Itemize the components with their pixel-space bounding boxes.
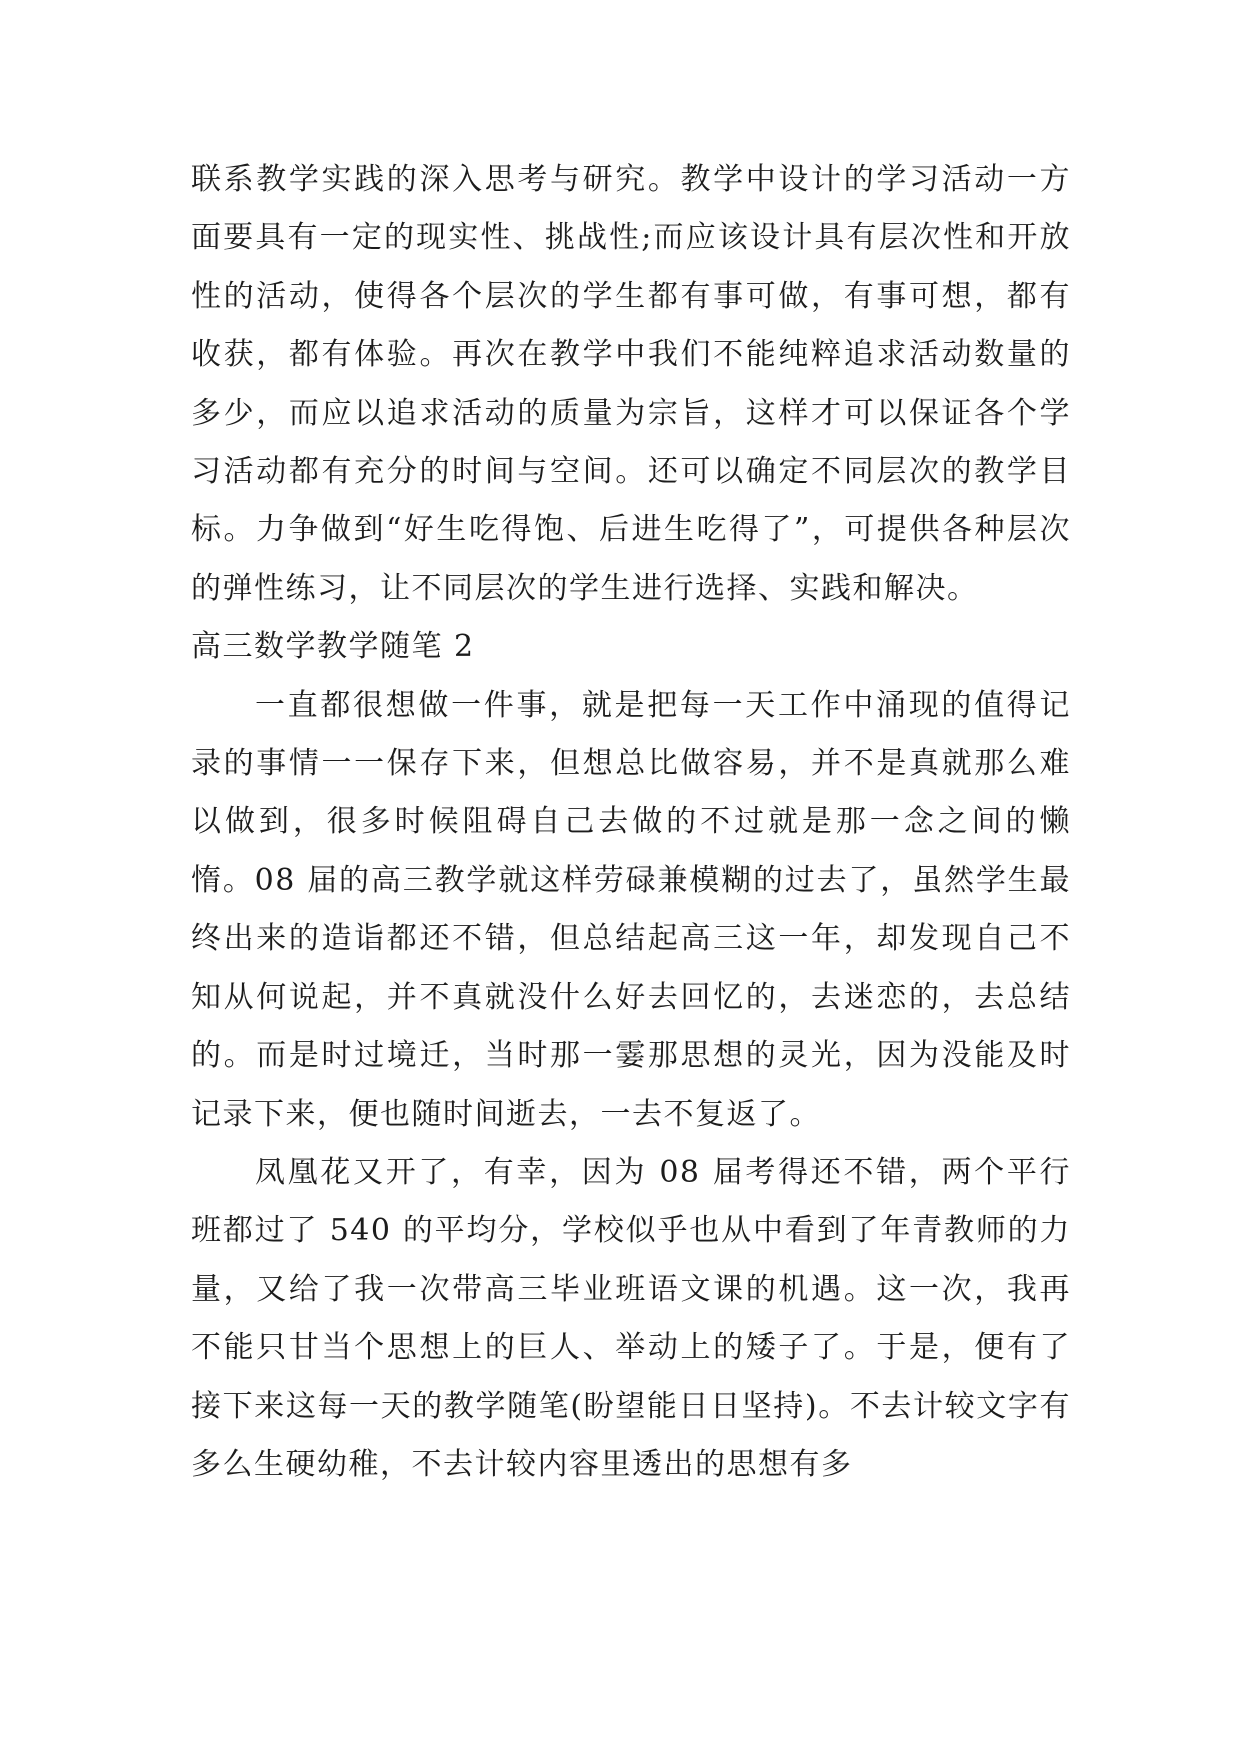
section-title: 高三数学教学随笔 2: [191, 629, 475, 665]
document-body: [191, 151, 1071, 1494]
paragraph-2: 凤凰花又开了，有幸，因为 08 届考得还不错，两个平行班都过了 540 的平均分，学校似乎也从中看到了年青教师的力量，又给了我一次带高三毕业班语文课的机遇。这一次，我再不能只甘当个思想上的巨人、举动上的矮子了。于是，便有了接下来这每一天的教学随笔(盼望能日日坚持)。不去计较文字有多么生硬幼稚，不去计较内容里透出的思想有多: [191, 1154, 1071, 1482]
paragraph-continuation: 联系教学实践的深入思考与研究。教学中设计的学习活动一方面要具有一定的现实性、挑战性;而应该设计具有层次性和开放性的活动，使得各个层次的学生都有事可做，有事可想，都有收获，都有体验。再次在教学中我们不能纯粹追求活动数量的多少，而应以追求活动的质量为宗旨，这样才可以保证各个学习活动都有充分的时间与空间。还可以确定不同层次的教学目标。力争做到“好生吃得饱、后进生吃得了”，可提供各种层次的弹性练习，让不同层次的学生进行选择、实践和解决。: [191, 162, 1071, 606]
paragraph-1: 一直都很想做一件事，就是把每一天工作中涌现的值得记录的事情一一保存下来，但想总比做容易，并不是真就那么难以做到，很多时候阻碍自己去做的不过就是那一念之间的懒惰。08 届的高三教学就这样劳碌兼模糊的过去了，虽然学生最终出来的造诣都还不错，但总结起高三这一年，却发现自己不知从何说起，并不真就没什么好去回忆的，去迷恋的，去总结的。而是时过境迁，当时那一霎那思想的灵光，因为没能及时记录下来，便也随时间逝去，一去不复返了。: [191, 687, 1071, 1132]
